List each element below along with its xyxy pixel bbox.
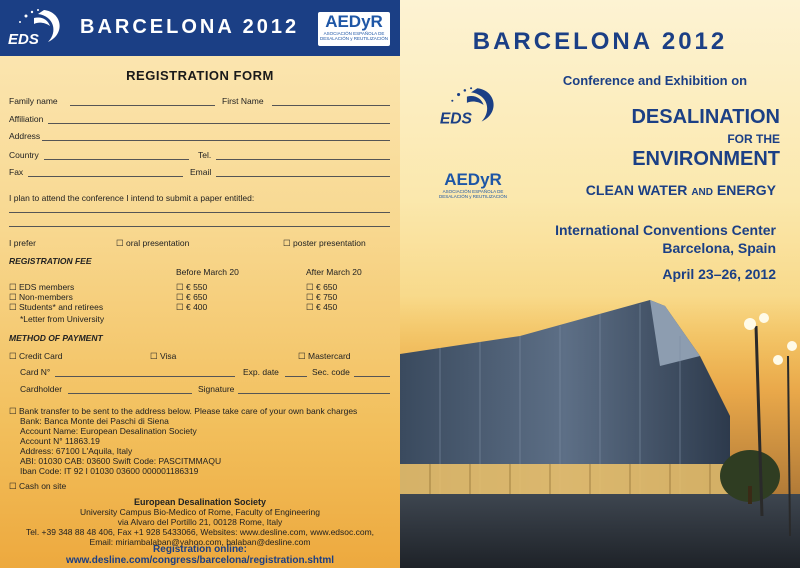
paper-title-line-1[interactable] bbox=[9, 212, 390, 213]
bank-line: Account N° 11863.19 bbox=[20, 436, 100, 446]
fee-students-before[interactable]: ☐ € 400 bbox=[176, 302, 208, 312]
mastercard-label: Mastercard bbox=[307, 351, 351, 361]
first-name-field[interactable] bbox=[272, 105, 390, 106]
tel-field[interactable] bbox=[216, 159, 390, 160]
for-the-text: FOR THE bbox=[727, 132, 780, 146]
venue-line-1: International Conventions Center bbox=[555, 222, 776, 238]
aedyr-logo bbox=[437, 170, 509, 204]
eds-logo-text: EDS bbox=[8, 31, 39, 48]
fee-value: € 650 bbox=[315, 282, 338, 292]
address-field[interactable] bbox=[42, 140, 390, 141]
fax-field[interactable] bbox=[28, 176, 183, 177]
signature-field[interactable] bbox=[238, 393, 390, 394]
fee-row-label: EDS members bbox=[18, 282, 75, 292]
form-title: REGISTRATION FORM bbox=[126, 68, 274, 83]
fee-heading: REGISTRATION FEE bbox=[9, 256, 92, 266]
brochure-cover-panel bbox=[400, 0, 800, 568]
fee-value: € 550 bbox=[185, 282, 208, 292]
reg-online-label: Registration online: bbox=[153, 544, 247, 555]
bank-line: Account Name: European Desalination Society bbox=[20, 426, 197, 436]
registration-online bbox=[0, 544, 400, 566]
fee-value: € 450 bbox=[315, 302, 338, 312]
prefer-label: I prefer bbox=[9, 238, 36, 248]
sec-code-label: Sec. code bbox=[312, 367, 350, 377]
eds-logo-text: EDS bbox=[439, 110, 472, 128]
aedyr-logo-subtext: ASOCIACIÓN ESPAÑOLA DE DESALACIÓN y REUTILIZACIÓN bbox=[438, 189, 507, 199]
fee-non-after[interactable]: ☐ € 750 bbox=[306, 292, 338, 302]
fee-eds-members[interactable]: ☐ EDS members bbox=[9, 282, 75, 292]
signature-label: Signature bbox=[198, 384, 235, 394]
email-label: Email bbox=[190, 167, 212, 177]
fee-value: € 650 bbox=[185, 292, 208, 302]
event-dates: April 23–26, 2012 bbox=[662, 266, 776, 282]
aedyr-logo bbox=[318, 12, 390, 46]
aedyr-logo-text: AEDyR bbox=[325, 12, 383, 31]
clean-water-energy bbox=[520, 182, 776, 198]
first-name-label: First Name bbox=[222, 96, 264, 106]
family-name-label: Family name bbox=[9, 96, 58, 106]
footer-contact bbox=[0, 497, 400, 547]
eds-logo bbox=[4, 4, 68, 52]
paper-title-line-2[interactable] bbox=[9, 226, 390, 227]
email-field[interactable] bbox=[216, 176, 390, 177]
footer-line: Email: miriambalaban@yahoo.com, balaban@desline.com bbox=[89, 537, 311, 547]
fee-row-label: Non-members bbox=[18, 292, 73, 302]
energy-text: ENERGY bbox=[716, 182, 776, 198]
oral-checkbox[interactable]: ☐ oral presentation bbox=[116, 238, 190, 248]
fee-students[interactable]: ☐ Students* and retirees bbox=[9, 302, 104, 312]
cash-label: Cash on site bbox=[18, 481, 67, 491]
fee-eds-after[interactable]: ☐ € 650 bbox=[306, 282, 338, 292]
exp-date-field[interactable] bbox=[285, 376, 307, 377]
bank-line: Address: 67100 L'Aquila, Italy bbox=[20, 446, 133, 456]
payment-heading: METHOD OF PAYMENT bbox=[9, 333, 103, 343]
reg-online-link[interactable]: www.desline.com/congress/barcelona/registration.shtml bbox=[65, 555, 335, 566]
card-no-label: Card N° bbox=[20, 367, 51, 377]
oral-label: oral presentation bbox=[125, 238, 190, 248]
footer-line: Tel. +39 348 88 48 406, Fax +1 928 5433066, Websites: www.desline.com, www.edsoc.com, bbox=[25, 527, 375, 537]
card-no-field[interactable] bbox=[55, 376, 235, 377]
paper-intent-label: I plan to attend the conference I intend to submit a paper entitled: bbox=[9, 193, 255, 203]
fee-students-after[interactable]: ☐ € 450 bbox=[306, 302, 338, 312]
address-label: Address bbox=[9, 131, 41, 141]
footer-org: European Desalination Society bbox=[133, 497, 267, 507]
eds-logo bbox=[434, 82, 504, 132]
header-title: BARCELONA 2012 bbox=[80, 16, 300, 38]
clean-water-text: CLEAN WATER bbox=[585, 182, 688, 198]
bank-line: Bank: Banca Monte dei Paschi di Siena bbox=[20, 416, 169, 426]
country-field[interactable] bbox=[44, 159, 189, 160]
fee-col-after: After March 20 bbox=[306, 267, 362, 277]
bank-transfer-checkbox[interactable]: ☐ Bank transfer to be sent to the address below. Please take care of your own bank charges bbox=[9, 406, 358, 416]
visa-label: Visa bbox=[159, 351, 177, 361]
sec-code-field[interactable] bbox=[354, 376, 390, 377]
fee-value: € 400 bbox=[185, 302, 208, 312]
bank-line: Iban Code: IT 92 I 01030 03600 000001186319 bbox=[20, 466, 199, 476]
fee-non-members[interactable]: ☐ Non-members bbox=[9, 292, 73, 302]
poster-checkbox[interactable]: ☐ poster presentation bbox=[283, 238, 366, 248]
desalination-heading: DESALINATION bbox=[631, 106, 780, 128]
footer-line: University Campus Bio-Medico of Rome, Faculty of Engineering bbox=[80, 507, 320, 517]
fax-label: Fax bbox=[9, 167, 24, 177]
bank-transfer-label: Bank transfer to be sent to the address below. Please take care of your own bank charges bbox=[18, 406, 358, 416]
aedyr-logo-subtext: ASOCIACIÓN ESPAÑOLA DE DESALACIÓN y REUTILIZACIÓN bbox=[319, 31, 388, 41]
footer-line: via Alvaro del Portillo 21, 00128 Rome, Italy bbox=[117, 517, 283, 527]
visa-checkbox[interactable]: ☐ Visa bbox=[150, 351, 177, 361]
exp-date-label: Exp. date bbox=[243, 367, 279, 377]
credit-card-checkbox[interactable]: ☐ Credit Card bbox=[9, 351, 63, 361]
environment-heading: ENVIRONMENT bbox=[632, 148, 780, 170]
form-header bbox=[0, 0, 400, 56]
fee-value: € 750 bbox=[315, 292, 338, 302]
and-text: AND bbox=[691, 187, 713, 198]
cardholder-label: Cardholder bbox=[20, 384, 63, 394]
fee-col-before: Before March 20 bbox=[176, 267, 239, 277]
tel-label: Tel. bbox=[198, 150, 212, 160]
venue-line-2: Barcelona, Spain bbox=[662, 240, 776, 256]
country-label: Country bbox=[9, 150, 39, 160]
conference-center-photo bbox=[400, 296, 800, 568]
affiliation-field[interactable] bbox=[48, 123, 390, 124]
bank-line: ABI: 01030 CAB: 03600 Swift Code: PASCITMMAQU bbox=[20, 456, 222, 466]
fee-note: *Letter from University bbox=[20, 314, 105, 324]
fee-row-label: Students* and retirees bbox=[18, 302, 104, 312]
aedyr-logo-text: AEDyR bbox=[444, 170, 502, 189]
mastercard-checkbox[interactable]: ☐ Mastercard bbox=[298, 351, 351, 361]
credit-card-label: Credit Card bbox=[18, 351, 63, 361]
cash-checkbox[interactable]: ☐ Cash on site bbox=[9, 481, 67, 491]
cardholder-field[interactable] bbox=[68, 393, 192, 394]
fee-eds-before[interactable]: ☐ € 550 bbox=[176, 282, 208, 292]
family-name-field[interactable] bbox=[70, 105, 215, 106]
conference-line: Conference and Exhibition on bbox=[562, 73, 748, 88]
cover-title: BARCELONA 2012 bbox=[472, 28, 728, 55]
poster-label: poster presentation bbox=[292, 238, 366, 248]
fee-non-before[interactable]: ☐ € 650 bbox=[176, 292, 208, 302]
affiliation-label: Affiliation bbox=[9, 114, 44, 124]
